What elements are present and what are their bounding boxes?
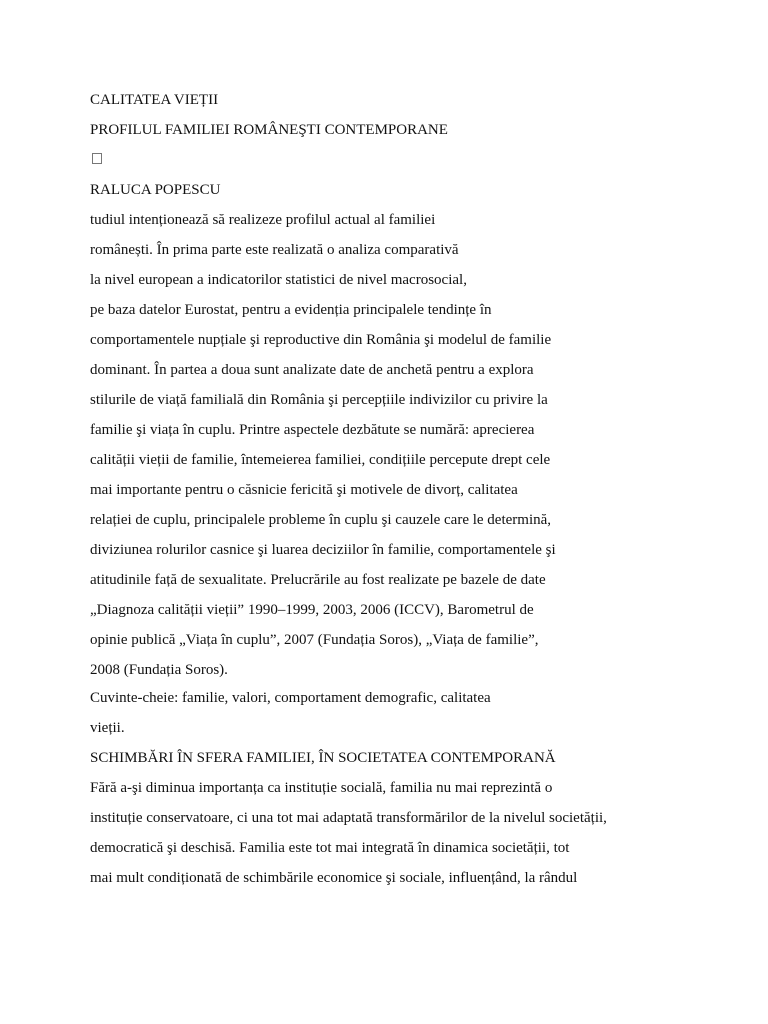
- abstract-line: relației de cuplu, principalele probleme în cuplu şi cauzele care le determină,: [90, 512, 552, 528]
- abstract-line: românești. În prima parte este realizată o analiza comparativă: [90, 242, 459, 258]
- abstract-line: familie şi viața în cuplu. Printre aspectele dezbătute se numără: aprecierea: [90, 422, 535, 438]
- body-line: democratică şi deschisă. Familia este tot mai integrată în dinamica societății, tot: [90, 840, 570, 856]
- abstract-line: tudiul intenționează să realizeze profilul actual al familiei: [90, 212, 436, 228]
- abstract-line: pe baza datelor Eurostat, pentru a evidenția principalele tendințe în: [90, 302, 492, 318]
- keywords-line: vieții.: [90, 720, 125, 736]
- body-line: mai mult condiționată de schimbările economice şi sociale, influențând, la rândul: [90, 870, 578, 886]
- abstract-line: atitudinile față de sexualitate. Prelucrările au fost realizate pe bazele de date: [90, 572, 546, 588]
- abstract-line: comportamentele nupțiale şi reproductive din România şi modelul de familie: [90, 332, 552, 348]
- missing-glyph-icon: [90, 151, 102, 169]
- abstract-line: 2008 (Fundația Soros).: [90, 662, 228, 678]
- body-line: Fără a-şi diminua importanța ca instituție socială, familia nu mai reprezintă o: [90, 780, 553, 796]
- abstract-line: mai importante pentru o căsnicie fericită şi motivele de divorț, calitatea: [90, 482, 518, 498]
- keywords-line: Cuvinte-cheie: familie, valori, comportament demografic, calitatea: [90, 690, 491, 706]
- document-subtitle: PROFILUL FAMILIEI ROMÂNEŞTI CONTEMPORANE: [90, 122, 448, 138]
- section-heading: SCHIMBĂRI ÎN SFERA FAMILIEI, ÎN SOCIETATEA CONTEMPORANĂ: [90, 750, 556, 766]
- abstract-line: calității vieții de familie, întemeierea familiei, condițiile percepute drept cele: [90, 452, 551, 468]
- abstract-line: dominant. În partea a doua sunt analizate date de anchetă pentru a explora: [90, 362, 534, 378]
- body-line: instituție conservatoare, ci una tot mai adaptată transformărilor de la nivelul societății,: [90, 810, 607, 826]
- author-name: RALUCA POPESCU: [90, 182, 221, 198]
- abstract-line: la nivel european a indicatorilor statistici de nivel macrosocial,: [90, 272, 467, 288]
- abstract-line: „Diagnoza calității vieții” 1990–1999, 2003, 2006 (ICCV), Barometrul de: [90, 602, 534, 618]
- document-title: CALITATEA VIEȚII: [90, 92, 219, 108]
- abstract-line: diviziunea rolurilor casnice şi luarea deciziilor în familie, comportamentele şi: [90, 542, 556, 558]
- abstract-line: opinie publică „Viața în cuplu”, 2007 (Fundația Soros), „Viața de familie”,: [90, 632, 539, 648]
- abstract-line: stilurile de viață familială din România şi percepțiile indivizilor cu privire la: [90, 392, 548, 408]
